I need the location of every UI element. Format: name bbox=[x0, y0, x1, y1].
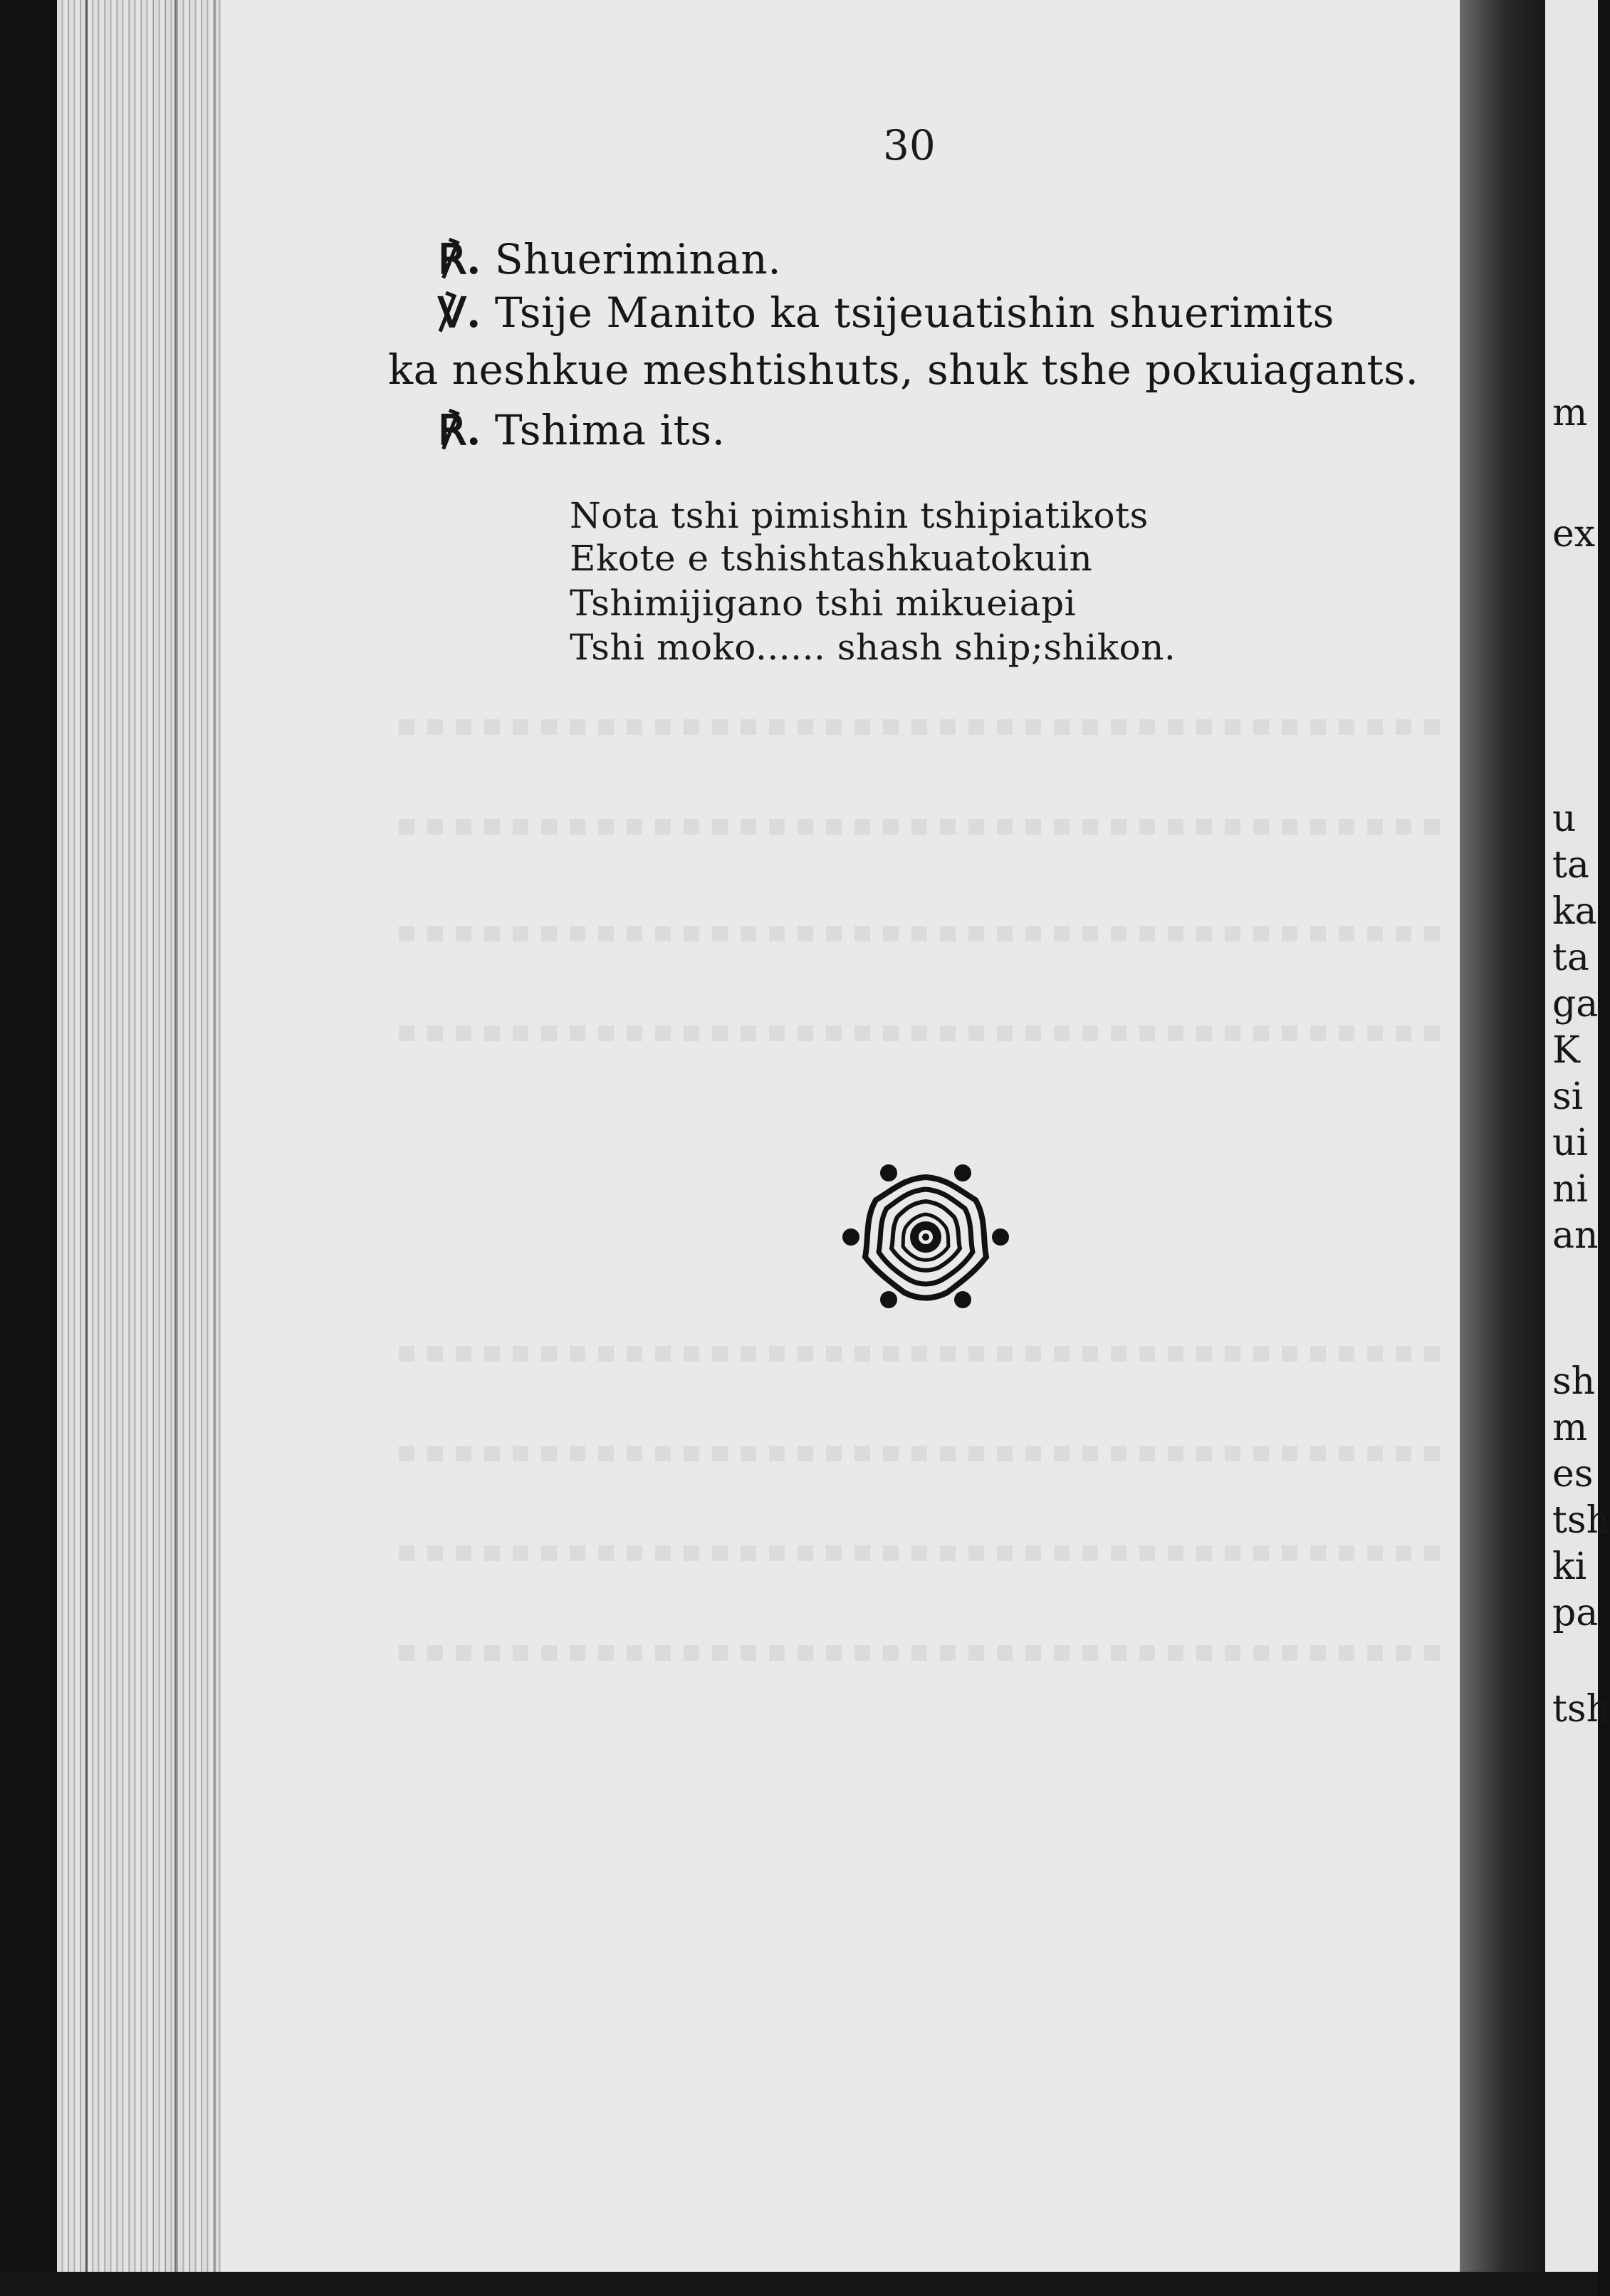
facing-text-fragment: u bbox=[1552, 798, 1577, 840]
book-page bbox=[57, 0, 1481, 2296]
response-line bbox=[438, 235, 781, 283]
page-edges bbox=[57, 0, 221, 2296]
page-edge-line bbox=[214, 0, 216, 2296]
facing-text-fragment: si bbox=[1552, 1075, 1584, 1118]
response-symbol: ℟. bbox=[438, 406, 481, 454]
facing-text-fragment: tsh bbox=[1552, 1688, 1610, 1731]
page-edge-line bbox=[174, 0, 177, 2296]
facing-text-fragment: m bbox=[1552, 392, 1588, 434]
facing-text-fragment: ka bbox=[1552, 890, 1597, 933]
bleed-through bbox=[399, 819, 1453, 835]
facing-page bbox=[1545, 0, 1610, 2296]
flower-ornament-icon bbox=[840, 1157, 1011, 1314]
gutter-shadow bbox=[1460, 0, 1559, 2296]
bleed-through bbox=[399, 1545, 1453, 1561]
verse-line: Tshi moko...... shash ship;shikon. bbox=[570, 627, 1176, 668]
response-symbol: ℟. bbox=[438, 235, 481, 283]
versicle-line bbox=[438, 288, 1334, 337]
versicle-text: Tsije Manito ka tsijeuatishin shuerimits bbox=[494, 288, 1334, 337]
verse-line: Ekote e tshishtashkuatokuin bbox=[570, 538, 1093, 579]
facing-text-fragment: tsh bbox=[1552, 1499, 1610, 1542]
bleed-through bbox=[399, 1645, 1453, 1661]
verse-line: Tshimijigano tshi mikueiapi bbox=[570, 583, 1077, 624]
facing-text-fragment: an bbox=[1552, 1214, 1599, 1257]
page-edge-line bbox=[85, 0, 88, 2296]
response-text: Shueriminan. bbox=[494, 235, 782, 283]
versicle-text: ka neshkue meshtishuts, shuk tshe pokuiagants. bbox=[388, 345, 1419, 394]
response-text: Tshima its. bbox=[494, 406, 726, 454]
facing-text-fragment: ex bbox=[1552, 513, 1596, 555]
facing-text-fragment: sh bbox=[1552, 1360, 1596, 1403]
bleed-through bbox=[399, 1026, 1453, 1041]
bottom-shadow bbox=[0, 2272, 1598, 2296]
bleed-through bbox=[399, 926, 1453, 941]
verse-line: Nota tshi pimishin tshipiatikots bbox=[570, 495, 1149, 536]
facing-text-fragment: ki bbox=[1552, 1545, 1587, 1588]
facing-text-fragment: K bbox=[1552, 1029, 1580, 1072]
facing-text-fragment: m bbox=[1552, 1407, 1588, 1449]
response-line bbox=[438, 406, 726, 454]
versicle-symbol: ℣. bbox=[438, 288, 481, 337]
bleed-through bbox=[399, 1446, 1453, 1461]
bleed-through bbox=[399, 1346, 1453, 1362]
facing-text-fragment: es bbox=[1552, 1453, 1594, 1496]
facing-text-fragment: ui bbox=[1552, 1122, 1589, 1164]
facing-text-fragment: ta bbox=[1552, 844, 1589, 887]
facing-text-fragment: ta bbox=[1552, 936, 1589, 979]
facing-text-fragment: pa bbox=[1552, 1592, 1599, 1634]
page-number: 30 bbox=[883, 121, 936, 169]
facing-text-fragment: ni bbox=[1552, 1168, 1589, 1211]
bleed-through bbox=[399, 719, 1453, 735]
versicle-continuation bbox=[388, 345, 1418, 394]
facing-text-fragment: ga bbox=[1552, 983, 1599, 1026]
